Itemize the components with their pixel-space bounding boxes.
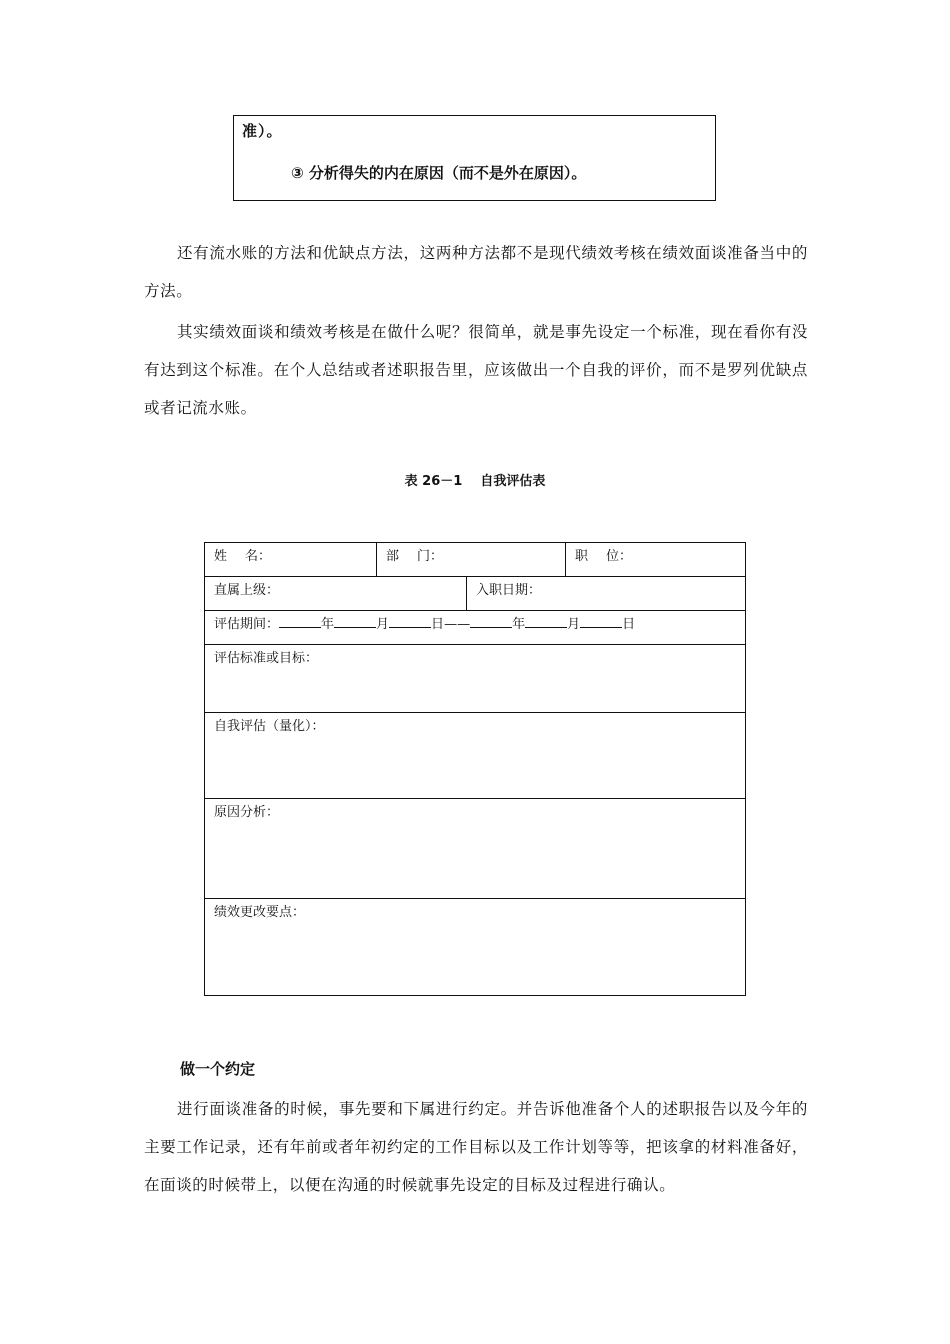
supervisor-cell[interactable] [205,577,467,610]
form-row-cause-analysis [205,799,745,899]
self-evaluation-form [204,542,746,996]
position-cell[interactable] [566,543,745,576]
hire-date-label: 入职日期： [476,583,542,598]
self-evaluation-cell[interactable] [205,713,745,798]
dept-label-a: 部 [386,549,400,564]
quote-box [233,115,716,201]
name-cell[interactable] [205,543,377,576]
criteria-cell[interactable] [205,645,745,712]
period-label: 评估期间： [214,617,280,632]
year-unit: 年 [321,617,335,632]
paragraph-agreement: 进行面谈准备的时候，事先要和下属进行约定。并告诉他准备个人的述职报告以及今年的主要工作记录，还有年前或者年初约定的工作目标以及工作计划等等，把该拿的材料准备好，在面谈的时候带上，以便在沟通的时候就事先设定的目标及过程进行确认。 [144,1100,808,1194]
form-row-period [205,611,745,645]
end-day-blank[interactable] [580,616,622,628]
supervisor-label: 直属上级： [214,583,280,598]
section-heading: 做一个约定 [180,1060,256,1078]
improvement-cell[interactable] [205,899,745,995]
form-row-self-evaluation [205,713,745,799]
self-evaluation-label: 自我评估（量化）： [214,719,325,734]
table-caption [0,470,950,489]
name-label-b: 名： [245,549,272,564]
improvement-label: 绩效更改要点： [214,905,306,920]
year-unit: 年 [512,617,526,632]
start-month-blank[interactable] [334,616,376,628]
hire-date-cell[interactable] [467,577,745,610]
quote-box-line-1: 准）。 [242,122,283,140]
start-year-blank[interactable] [279,616,321,628]
form-row-identity [205,543,745,577]
table-title: 自我评估表 [480,474,546,489]
form-row-supervisor [205,577,745,611]
position-label-a: 职 [575,549,589,564]
dept-label-b: 门： [417,549,444,564]
month-unit: 月 [376,617,390,632]
quote-box-line-2: ③ 分析得失的内在原因（而不是外在原因）。 [291,164,587,182]
range-dash: —— [444,617,471,632]
end-year-blank[interactable] [470,616,512,628]
department-cell[interactable] [377,543,566,576]
paragraph-methods: 还有流水账的方法和优缺点方法，这两种方法都不是现代绩效考核在绩效面谈准备当中的方法。 [144,244,808,300]
position-label-b: 位： [606,549,633,564]
table-number: 表 26－1 [404,474,463,489]
cause-analysis-label: 原因分析： [214,805,280,820]
day-unit: 日 [431,617,445,632]
period-cell[interactable] [205,611,745,644]
paragraph-standard: 其实绩效面谈和绩效考核是在做什么呢？很简单，就是事先设定一个标准，现在看你有没有达到这个标准。在个人总结或者述职报告里，应该做出一个自我的评价，而不是罗列优缺点或者记流水账。 [144,323,808,417]
criteria-label: 评估标准或目标： [214,651,319,666]
day-unit: 日 [622,617,636,632]
cause-analysis-cell[interactable] [205,799,745,898]
name-label-a: 姓 [214,549,228,564]
form-row-criteria [205,645,745,713]
month-unit: 月 [567,617,581,632]
start-day-blank[interactable] [389,616,431,628]
form-row-improvement [205,899,745,995]
end-month-blank[interactable] [525,616,567,628]
